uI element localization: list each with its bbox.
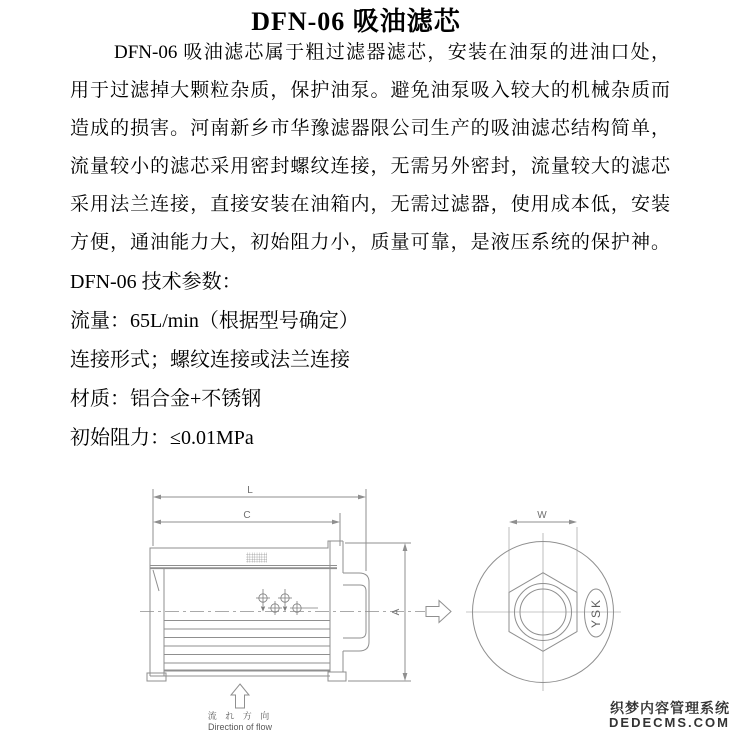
technical-parameters: [70, 263, 690, 458]
dimension-A-label: A: [391, 608, 402, 616]
filter-body-outline: [147, 541, 343, 681]
cms-watermark: [609, 701, 730, 730]
specs-heading: DFN-06 技术参数：: [70, 271, 242, 293]
dimension-L-label: L: [247, 485, 253, 496]
spec-initial-resistance: 初始阻力：≤0.01MPa: [70, 427, 254, 449]
paragraph-line: 采用法兰连接，直接安装在油箱内，无需过滤器，使用成本低，安装: [70, 194, 670, 215]
watermark-domain-text: DEDECMS.COM: [609, 715, 730, 730]
page-title: DFN-06 吸油滤芯: [251, 7, 461, 36]
paragraph-line: DFN-06 吸油滤芯属于粗过滤器滤芯，安装在油泵的进油口处，: [114, 42, 670, 63]
flow-direction-arrow-icon: [231, 684, 249, 708]
flow-label-japanese: 流 れ 方 向: [207, 711, 273, 721]
brand-stamp-text: YSK: [589, 597, 603, 629]
spec-material: 材质：铝合金+不锈钢: [70, 388, 262, 410]
dimension-W-label: W: [537, 510, 547, 521]
flange-and-nut: [328, 541, 369, 681]
spec-connection-type: 连接形式；螺纹连接或法兰连接: [70, 349, 350, 371]
paragraph-line: 方便，通油能力大，初始阻力小，质量可靠，是液压系统的保护神。: [70, 232, 670, 253]
paragraph-line: 流量较小的滤芯采用密封螺纹连接，无需另外密封，流量较大的滤芯: [70, 156, 670, 177]
side-view: [140, 489, 451, 708]
flow-label-english: Direction of flow: [207, 722, 273, 732]
intro-paragraph: [70, 34, 670, 262]
paragraph-line: 用于过滤掉大颗粒杂质，保护油泵。避免油泵吸入较大的机械杂质而: [70, 80, 670, 101]
hatch-symbol: [246, 553, 267, 563]
paragraph-line: 造成的损害。河南新乡市华豫滤器限公司生产的吸油滤芯结构简单，: [70, 118, 670, 139]
outlet-arrow-icon: [426, 601, 451, 623]
watermark-chinese-text: 织梦内容管理系统: [610, 700, 730, 716]
spec-flow-rate: 流量：65L/min（根据型号确定）: [70, 310, 359, 332]
dimension-C-label: C: [243, 510, 251, 521]
